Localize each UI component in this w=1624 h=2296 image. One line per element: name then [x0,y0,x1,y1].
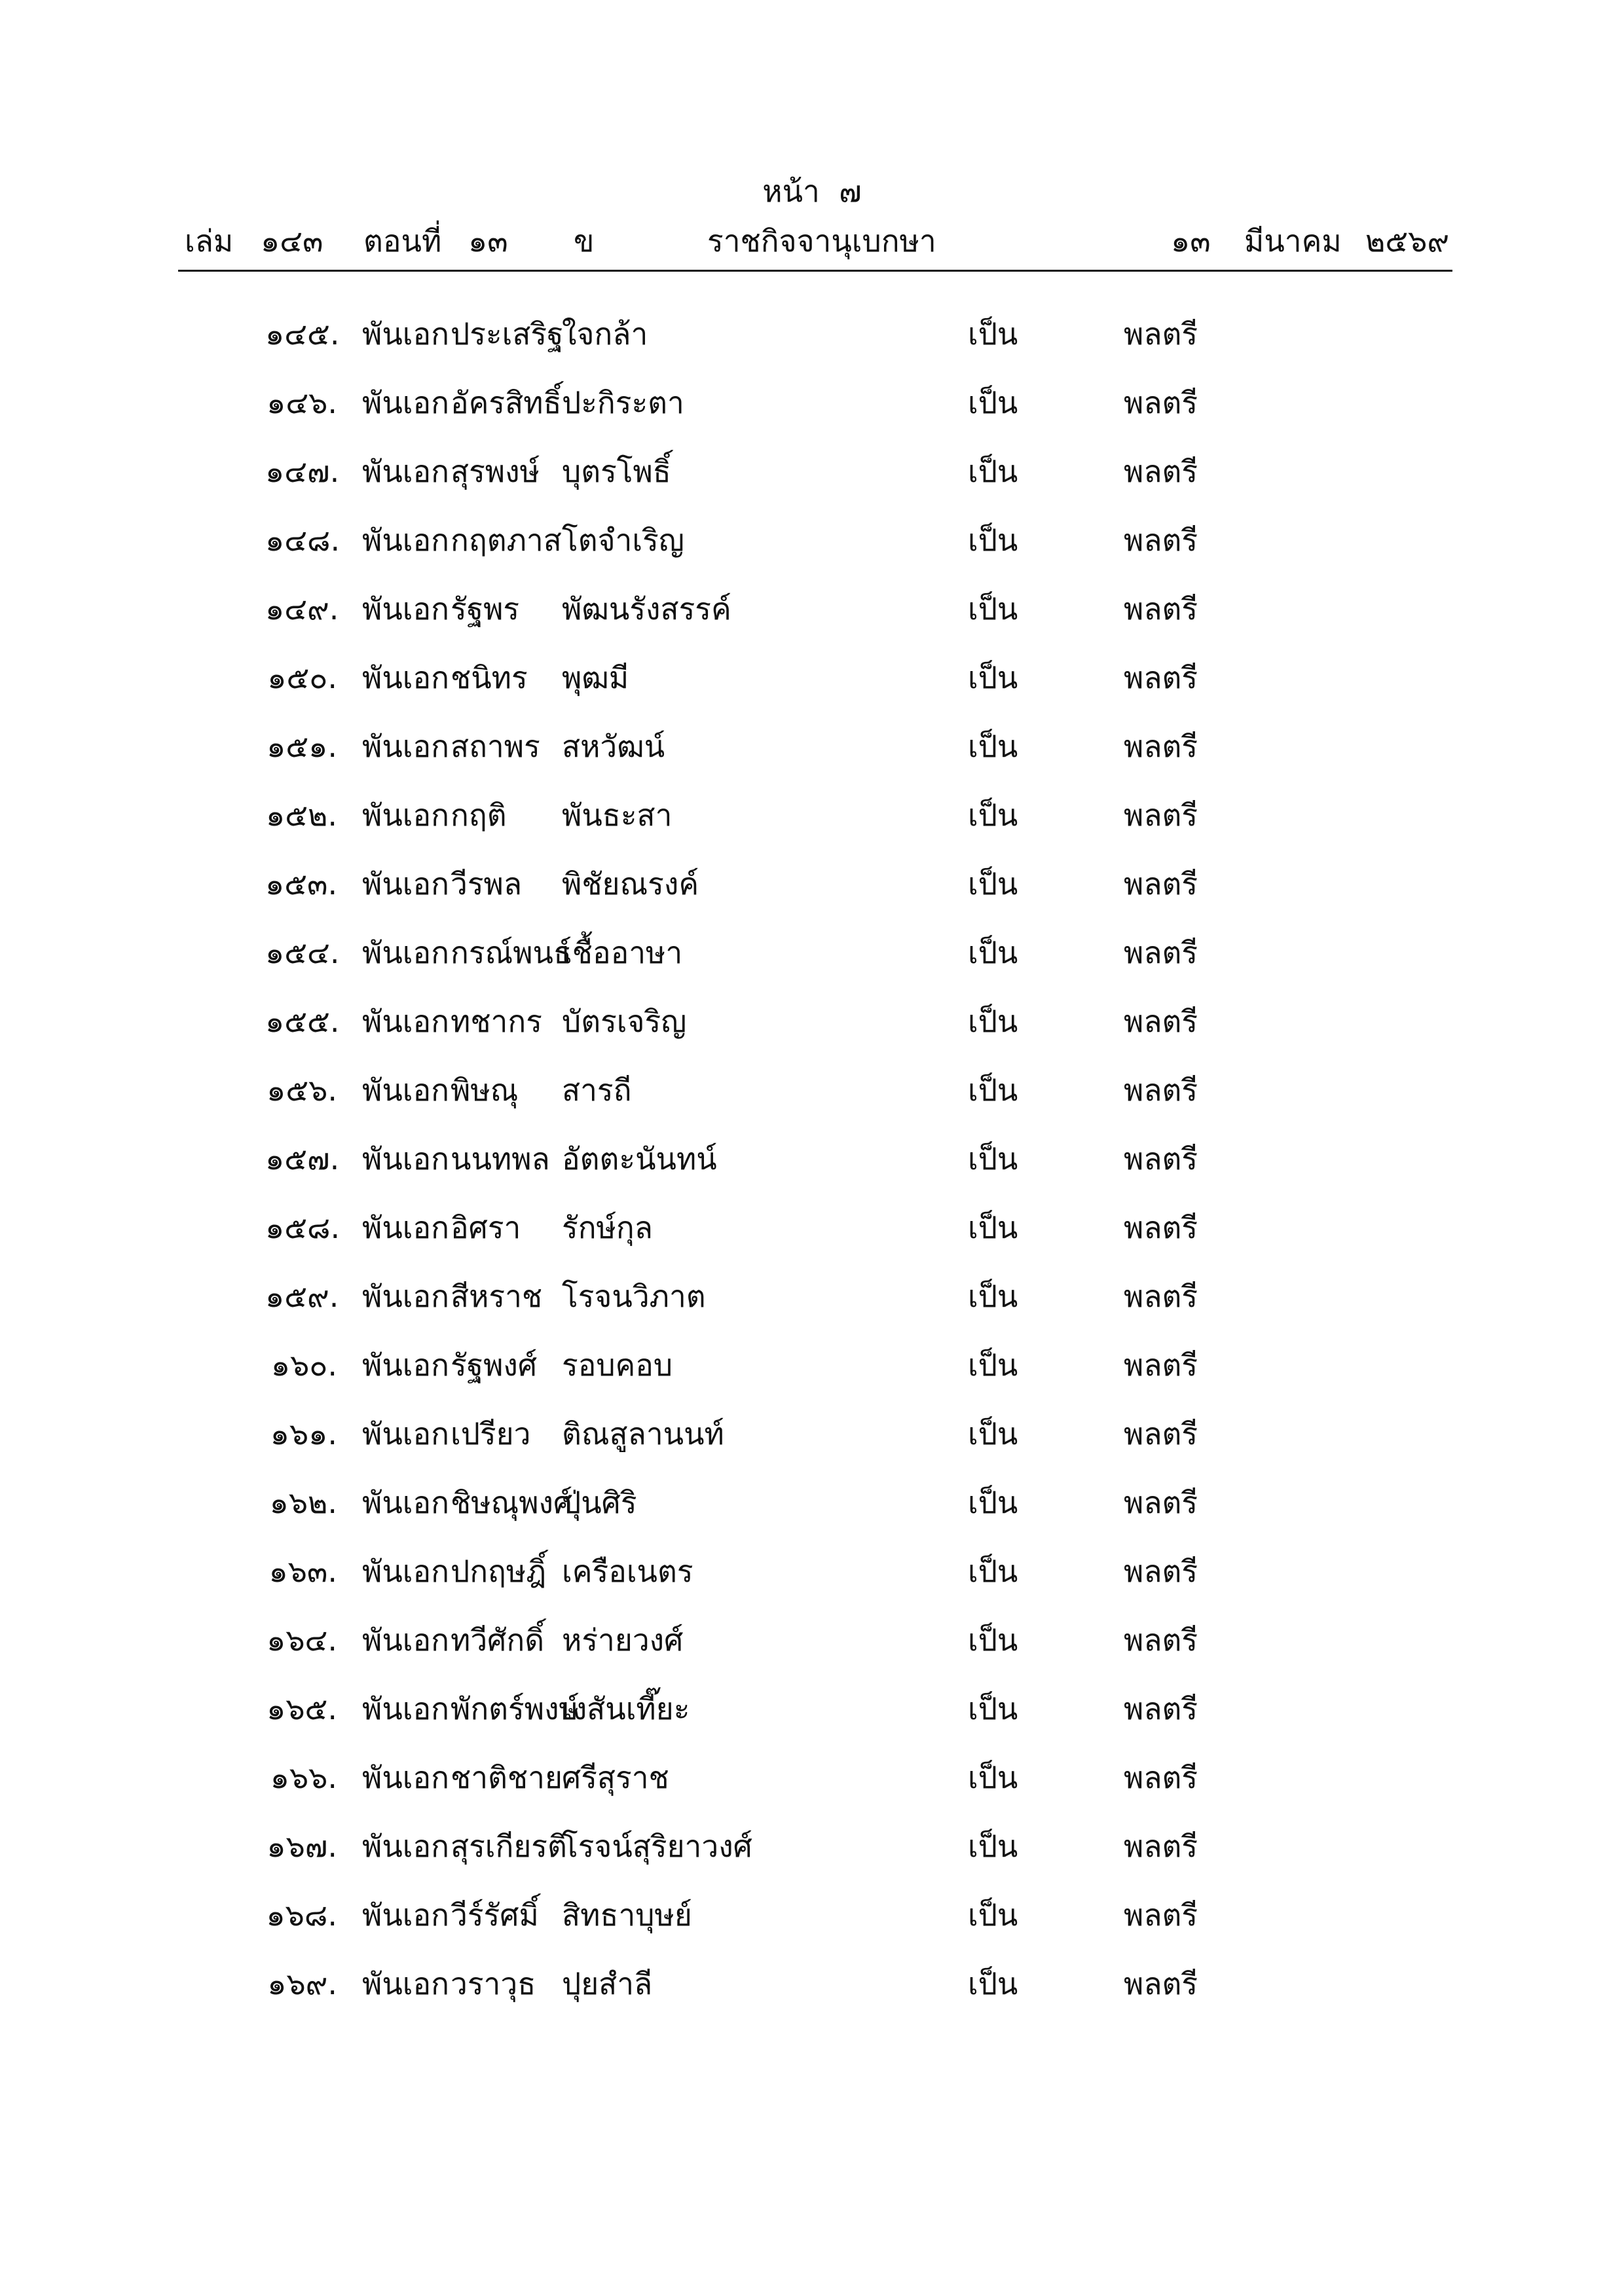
list-item [0,1552,1624,1620]
current-rank: พันเอก [362,385,449,420]
promotion-list [0,314,1624,2033]
current-rank: พันเอก [362,935,449,970]
issue-label: ตอนที่ [363,223,442,259]
promotion-word: เป็น [968,1829,1018,1864]
list-item [0,1002,1624,1070]
new-rank: พลตรี [1124,1141,1198,1176]
last-name: รักษ์กุล [562,1210,653,1245]
new-rank: พลตรี [1124,1279,1198,1314]
promotion-word: เป็น [968,1760,1018,1795]
first-name: ชิษณุพงศ์ [451,1485,573,1520]
promotion-word: เป็น [968,660,1018,695]
new-rank: พลตรี [1124,1554,1198,1589]
date-day: ๑๓ [1171,223,1211,259]
promotion-word: เป็น [968,316,1018,352]
list-item [0,1414,1624,1483]
current-rank: พันเอก [362,522,449,558]
last-name: โรจน์สุริยาวงศ์ [562,1829,752,1864]
current-rank: พันเอก [362,1416,449,1451]
entry-number: ๑๕๑. [267,729,337,764]
entry-number: ๑๔๗. [265,454,340,489]
entry-number: ๑๕๕. [265,1004,340,1039]
new-rank: พลตรี [1124,1829,1198,1864]
promotion-word: เป็น [968,729,1018,764]
issue-number: ๑๓ [468,223,508,259]
last-name: สิทธาบุษย์ [562,1897,692,1933]
last-name: สหวัฒน์ [562,729,665,764]
first-name: พิษณุ [451,1072,519,1108]
promotion-word: เป็น [968,1966,1018,2001]
new-rank: พลตรี [1124,591,1198,627]
list-item [0,1070,1624,1139]
last-name: สารถี [562,1072,632,1108]
last-name: เงสันเที๊ยะ [562,1691,690,1726]
current-rank: พันเอก [362,454,449,489]
current-rank: พันเอก [362,729,449,764]
current-rank: พันเอก [362,316,449,352]
current-rank: พันเอก [362,1966,449,2001]
last-name: พิชัยณรงค์ [562,866,699,902]
list-item [0,1758,1624,1827]
promotion-word: เป็น [968,1416,1018,1451]
current-rank: พันเอก [362,797,449,833]
first-name: วีรพล [451,866,523,902]
list-item [0,1895,1624,1964]
entry-number: ๑๖๘. [266,1897,337,1933]
entry-number: ๑๕๘. [265,1210,341,1245]
last-name: โรจนวิภาต [562,1279,706,1314]
new-rank: พลตรี [1124,660,1198,695]
list-item [0,383,1624,452]
first-name: สีหราช [451,1279,543,1314]
current-rank: พันเอก [362,1004,449,1039]
new-rank: พลตรี [1124,1760,1198,1795]
last-name: เครือเนตร [562,1554,693,1589]
current-rank: พันเอก [362,1347,449,1383]
list-item [0,864,1624,933]
first-name: อัครสิทธิ์ [451,385,562,420]
entry-number: ๑๔๘. [265,522,341,558]
list-item [0,1620,1624,1689]
entry-number: ๑๕๖. [267,1072,337,1108]
new-rank: พลตรี [1124,935,1198,970]
first-name: พักตร์พงษ์ [451,1691,579,1726]
new-rank: พลตรี [1124,1622,1198,1658]
last-name: พุฒมี [562,660,629,695]
entry-number: ๑๕๔. [265,935,340,970]
promotion-word: เป็น [968,1072,1018,1108]
page-number-value: ๗ [839,173,862,209]
first-name: กรณ์พนธ์ [451,935,572,970]
first-name: เปรียว [451,1416,531,1451]
promotion-word: เป็น [968,1347,1018,1383]
new-rank: พลตรี [1124,729,1198,764]
first-name: อิศรา [451,1210,521,1245]
list-item [0,1139,1624,1208]
last-name: ปะกิระตา [562,385,684,420]
entry-number: ๑๖๒. [269,1485,337,1520]
first-name: ชนิทร [451,660,528,695]
publication-name: ราชกิจจานุเบกษา [707,223,936,259]
promotion-word: เป็น [968,935,1018,970]
last-name: บัตรเจริญ [562,1004,687,1039]
list-item [0,1689,1624,1758]
list-item [0,727,1624,795]
list-item [0,933,1624,1002]
first-name: กฤตภาส [451,522,562,558]
first-name: ทวีศักดิ์ [451,1622,545,1658]
promotion-word: เป็น [968,1622,1018,1658]
entry-number: ๑๖๓. [268,1554,337,1589]
first-name: กฤติ [451,797,507,833]
entry-number: ๑๕๐. [267,660,337,695]
last-name: ปุยสำลี [562,1966,653,2001]
current-rank: พันเอก [362,866,449,902]
new-rank: พลตรี [1124,316,1198,352]
new-rank: พลตรี [1124,1347,1198,1383]
first-name: วราวุธ [451,1966,536,2001]
current-rank: พันเอก [362,1897,449,1933]
first-name: ทชากร [451,1004,542,1039]
current-rank: พันเอก [362,1485,449,1520]
entry-number: ๑๖๔. [267,1622,337,1658]
header-rule [178,270,1452,272]
last-name: โตจำเริญ [562,522,684,558]
first-name: รัฐพงศ์ [451,1347,538,1383]
list-item [0,1345,1624,1414]
volume-number: ๑๔๓ [261,223,323,259]
first-name: สุรพงษ์ [451,454,540,489]
current-rank: พันเอก [362,1072,449,1108]
first-name: ประเสริฐ [451,316,564,352]
first-name: ปกฤษฎิ์ [451,1554,547,1589]
entry-number: ๑๕๒. [266,797,337,833]
last-name: พัฒนรังสรรค์ [562,591,731,627]
promotion-word: เป็น [968,1004,1018,1039]
first-name: ชาติชาย [451,1760,563,1795]
last-name: หร่ายวงศ์ [562,1622,684,1658]
promotion-word: เป็น [968,1691,1018,1726]
new-rank: พลตรี [1124,866,1198,902]
list-item [0,658,1624,727]
list-item [0,314,1624,383]
new-rank: พลตรี [1124,1004,1198,1039]
current-rank: พันเอก [362,1279,449,1314]
list-item [0,1827,1624,1895]
current-rank: พันเอก [362,1760,449,1795]
last-name: บุตรโพธิ์ [562,454,671,489]
new-rank: พลตรี [1124,1966,1198,2001]
new-rank: พลตรี [1124,522,1198,558]
entry-number: ๑๖๕. [267,1691,337,1726]
promotion-word: เป็น [968,866,1018,902]
list-item [0,1208,1624,1277]
list-item [0,589,1624,658]
last-name: ศรีสุราช [562,1760,669,1795]
promotion-word: เป็น [968,522,1018,558]
entry-number: ๑๔๖. [267,385,337,420]
volume-label: เล่ม [185,223,234,259]
first-name: สถาพร [451,729,540,764]
first-name: วีร์รัศมิ์ [451,1897,539,1933]
last-name: อัตตะนันทน์ [562,1141,717,1176]
entry-number: ๑๖๐. [270,1347,337,1383]
first-name: นนทพล [451,1141,550,1176]
entry-number: ๑๖๑. [270,1416,337,1451]
last-name: เชื้ออาษา [562,935,683,970]
first-name: สุรเกียรติ [451,1829,567,1864]
new-rank: พลตรี [1124,1072,1198,1108]
entry-number: ๑๔๕. [265,316,340,352]
new-rank: พลตรี [1124,385,1198,420]
entry-number: ๑๔๙. [265,591,339,627]
list-item [0,520,1624,589]
promotion-word: เป็น [968,1554,1018,1589]
current-rank: พันเอก [362,591,449,627]
current-rank: พันเอก [362,1829,449,1864]
new-rank: พลตรี [1124,797,1198,833]
promotion-word: เป็น [968,454,1018,489]
promotion-word: เป็น [968,591,1018,627]
new-rank: พลตรี [1124,454,1198,489]
promotion-word: เป็น [968,1485,1018,1520]
entry-number: ๑๕๙. [265,1279,339,1314]
entry-number: ๑๕๓. [265,866,338,902]
current-rank: พันเอก [362,1554,449,1589]
promotion-word: เป็น [968,385,1018,420]
current-rank: พันเอก [362,1691,449,1726]
page-number [691,172,933,211]
last-name: ใจกล้า [562,316,648,352]
new-rank: พลตรี [1124,1416,1198,1451]
page-label: หน้า [762,173,820,209]
current-rank: พันเอก [362,1141,449,1176]
list-item [0,1964,1624,2033]
promotion-word: เป็น [968,797,1018,833]
new-rank: พลตรี [1124,1485,1198,1520]
promotion-word: เป็น [968,1210,1018,1245]
issue-section: ข [574,223,595,259]
entry-number: ๑๖๙. [267,1966,337,2001]
new-rank: พลตรี [1124,1691,1198,1726]
promotion-word: เป็น [968,1141,1018,1176]
first-name: รัฐพร [451,591,520,627]
date-month: มีนาคม [1244,223,1342,259]
list-item [0,795,1624,864]
date-year: ๒๕๖๙ [1365,223,1450,259]
current-rank: พันเอก [362,660,449,695]
last-name: พันธะสา [562,797,673,833]
last-name: รอบคอบ [562,1347,673,1383]
entry-number: ๑๖๗. [267,1829,337,1864]
new-rank: พลตรี [1124,1210,1198,1245]
promotion-word: เป็น [968,1279,1018,1314]
current-rank: พันเอก [362,1210,449,1245]
last-name: ปุ่นศิริ [562,1485,637,1520]
promotion-word: เป็น [968,1897,1018,1933]
last-name: ติณสูลานนท์ [562,1416,724,1451]
list-item [0,1277,1624,1345]
new-rank: พลตรี [1124,1897,1198,1933]
entry-number: ๑๖๖. [270,1760,337,1795]
list-item [0,1483,1624,1552]
current-rank: พันเอก [362,1622,449,1658]
entry-number: ๑๕๗. [265,1141,340,1176]
list-item [0,452,1624,520]
